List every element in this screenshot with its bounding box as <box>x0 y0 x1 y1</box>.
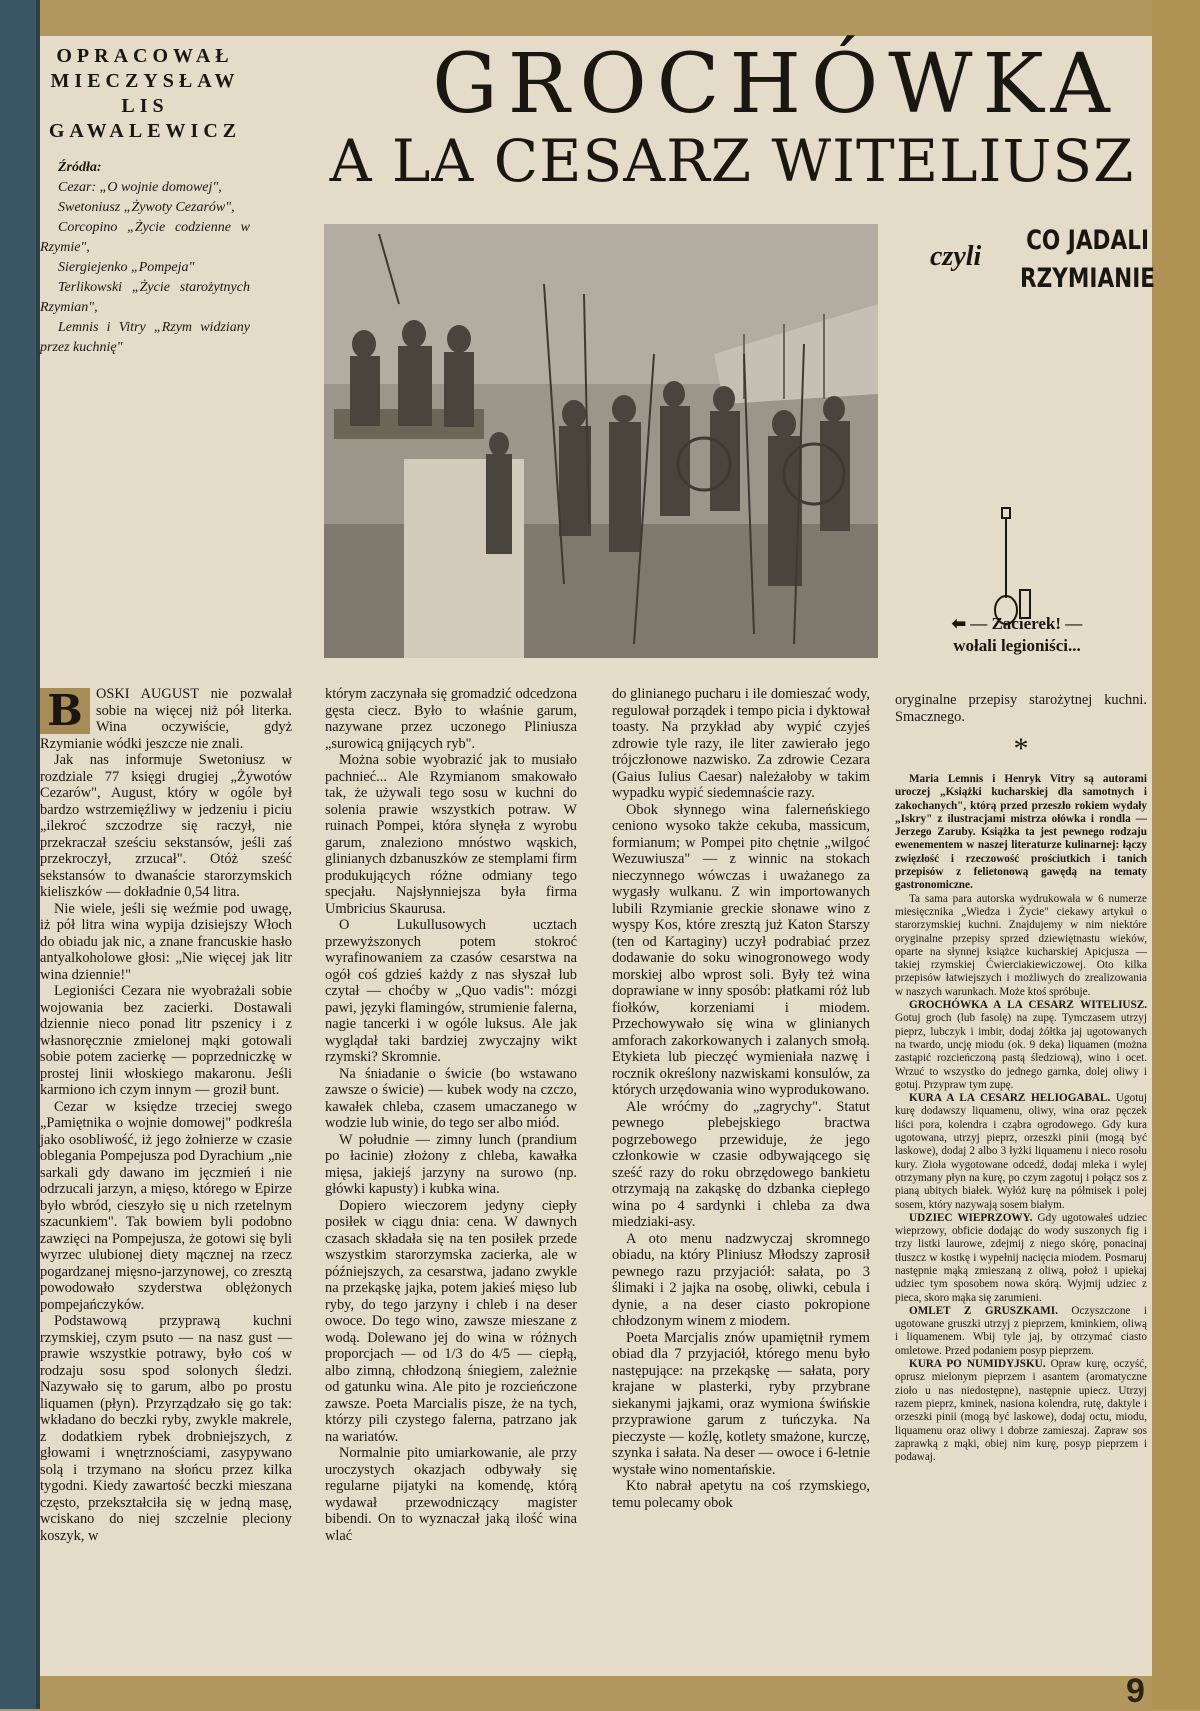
paragraph: Podstawową przyprawą kuchni rzymskiej, czym psuto — na nasz gust — prawie wszystkie potrawy, było coś w rodzaju sosu spod solonych śledzi. Nazywało się to garum, albo po prostu liquamen (płyn). Przyrządzało się go tak: wkładano do beczki ryby, zwykle makrele, z dodatkiem rybek drobniejszych, z głowami i wnętrznościami, zasypywano solą i trzymano na słońcu przez kilka tygodni. Kiedy zawartość beczki mieszana często, przekształciła się w jedną masę, wciskano do niej szczelnie pleciony koszyk, w <box>40 1313 292 1544</box>
source-item: Siergiejenko „Pompeja" <box>58 260 195 275</box>
recipe <box>895 1212 1147 1305</box>
author-credit <box>40 44 250 144</box>
illustration-caption <box>892 613 1142 657</box>
author-line-3: LIS <box>121 95 169 117</box>
page-number: 9 <box>1126 1672 1145 1710</box>
caption-line-2: wołali legioniści... <box>953 636 1081 655</box>
recipe-title: UDZIEC WIEPRZOWY. <box>909 1211 1033 1224</box>
subhead-czyli: czyli <box>930 241 982 272</box>
paragraph: Kto nabrał apetytu na coś rzymskiego, temu polecamy obok <box>612 1478 870 1511</box>
paragraph: Legioniści Cezara nie wyobrażali sobie wojowania bez zacierki. Dostawali dziennie nieco ponad litr pszenicy i z własnoręcznie zmielonej mąki gotowali sobie potem zacierkę — poprzedniczkę w prostej linii włoskiego makaronu. Jeśli karmiono ich czym innym — groził bunt. <box>40 983 292 1098</box>
recipe-title: GROCHÓWKA A LA CESARZ WITELIUSZ. <box>909 999 1147 1012</box>
article-column-1 <box>40 686 292 1544</box>
recipe <box>895 999 1147 1092</box>
paragraph: Nie wiele, jeśli się weźmie pod uwagę, iż pół litra wina wypija dzisiejszy Włoch do obiadu jak nic, a znane francuskie hasło antyalkoholowe głosi: „Nie więcej jak litr wina dziennie!" <box>40 900 292 983</box>
paragraph: A oto menu nadzwyczaj skromnego obiadu, na który Pliniusz Młodszy zaprosił pewnego razu przyjaciół: sałata, po 3 ślimaki i 2 jajka na osobę, oliwki, cebula i dynie, a na deser ciasto pokropione chłodzonym winem z miodem. <box>612 1230 870 1329</box>
arrow-left-icon: ⬅ <box>951 614 971 633</box>
recipe-title: OMLET Z GRUSZKAMI. <box>909 1304 1058 1317</box>
recipe <box>895 1305 1147 1358</box>
recipe-text: Ugotuj kurę dodawszy liquamenu, oliwy, wina oraz pęczek liści pora, kolendra i cząbra ogrodowego. Gdy kura ugotowana, utrzyj pieprz, orzeszki pinii (mogą być laskowe), dodaj 2 albo 3 łyżki liquamenu i nieco rosołu kury. Zioła wygotowane odcedź, dodaj mleka i wylej otrzymany płyn na kurę, po czym zagotuj i połącz sos z pianą ubitych białek. Wyłóż kurę na półmisek i polej sosem, który nazywają sosem białym. <box>895 1092 1147 1211</box>
paragraph: O Lukullusowych ucztach przewyższonych potem stokroć wyrafinowaniem za czasów cesarstwa na ogół coś gdzieś każdy z nas słyszał lub czytał — choćby w „Quo vadis": mózgi pawi, języki flamingów, strumienie falerna, nagie tancerki i w ogóle luksus. Ale jak wyglądał taki bardziej zwyczajny wikt rzymski? Skromnie. <box>325 917 577 1065</box>
source-item: Swetoniusz „Żywoty Cezarów", <box>58 200 235 215</box>
author-line-2: MIECZYSŁAW <box>50 70 240 92</box>
roman-legion-illustration <box>324 224 878 658</box>
recipe-title: KURA PO NUMIDYJSKU. <box>909 1358 1046 1371</box>
recipe-text: Gdy ugotowałeś udziec wieprzowy, obficie dodając do wody suszonych fig i trzy listki laurowe, zdejmij z niego skórę, ponacinaj tłuszcz w kostkę i wypełnij nacięcia miodem. Posmaruj następnie mąką zmieszaną z oliwą, położ i upiekaj udziec tym sposobem nowa skórą. Wyjmij udziec z pieca, skoro mąka się zarumieni. <box>895 1211 1148 1304</box>
paragraph: do glinianego pucharu i ile domieszać wody, regulował porządek i tempo picia i dyktował toasty. Na przykład aby wypić czyjeś zdrowie tyle razy, ile liter zawierało jego trójczłonowe nazwisko. Za zdrowie Cezara (Gaius Iulius Caesar) należałoby w takim wypadku wypić siedemnaście razy. <box>612 686 870 801</box>
subhead-line-1: CO JADALI <box>1026 225 1149 256</box>
recipe-text: Opraw kurę, oczyść, oprusz mielonym pieprzem i asantem (aromatyczne zioło u nas niedostępne), następnie upiecz. Utrzyj razem pieprz, kminek, nasiona kolendra, rutę, daktyle i orzeszki pinii (mogą być laskowe), dodaj octu, miodu, liquamenu oraz oliwy i dobrze zamieszaj. Zapraw sos zaprawką z mąki, obiej nim kurę, posyp pieprzem i podawaj. <box>895 1358 1147 1464</box>
author-line-1: OPRACOWAŁ <box>56 45 234 67</box>
sources-label: Źródła: <box>58 160 102 175</box>
paragraph: którym zaczynała się gromadzić odcedzona gęsta ciecz. Było to właśnie garum, nazywane przez uczonego Pliniusza „surowicą gnijących ryb". <box>325 686 577 752</box>
subhead-line-2: RZYMIANIE <box>1020 263 1156 294</box>
binding-strip <box>0 0 36 1709</box>
author-line-4: GAWALEWICZ <box>48 120 242 142</box>
paragraph: Na śniadanie o świcie (bo wstawano zawsze o świcie) — kubek wody na czczo, kawałek chleba, czasem umaczanego w wodzie lub winie, do tego ser albo miód. <box>325 1065 577 1131</box>
paragraph: Obok słynnego wina falerneńskiego ceniono wysoko także cekuba, massicum, formianum; w Pompei pito chętnie „wilgoć Wezuwiusza" — z winnic na stokach nieczynnego wówczas i uważanego za wygasły wulkanu. Z win importowanych lubili Rzymianie greckie słonawe wino z wyspy Kos, które zresztą już Katon Starszy (ten od Kartaginy) uczył podrabiać przez dodawanie do soku winogronowego wody morskiej albo wprost soli. Były też wina doprawiane w inny sposób: płatkami róż lub fiołków, korzeniami i miodem. Przechowywało się wina w glinianych amforach zakorkowanych i zalanych smołą. Etykieta lub pieczęć wymieniała nazwę i rocznik określony nazwiskami konsulów, za których urzędowania wino wyprodukowano. <box>612 801 870 1098</box>
article-column-4 <box>895 692 1147 1464</box>
paragraph: Można sobie wyobrazić jak to musiało pachnieć... Ale Rzymianom smakowało tak, że używali tego sosu w kuchni do solenia prawie wszystkich potraw. W ruinach Pompei, która słynęła z wyrobu garum, znaleziono mnóstwo wąskich, glinianych dzbanuszków ze stemplami firm produkujących różne odmiany tego specjału. Najsłynniejsza była firma Umbricius Skaurusa. <box>325 752 577 917</box>
paragraph: W południe — zimny lunch (prandium po łacinie) złożony z chleba, kawałka mięsa, jakiejś jarzyny na surowo (np. główki kapusty) i kubka wina. <box>325 1131 577 1197</box>
book-note: Maria Lemnis i Henryk Vitry są autorami uroczej „Książki kucharskiej dla samotnych i zakochanych", którą przed przeszło rokiem wydały „Iskry" z ilustracjami mistrza ołówka i rondla — Jerzego Zaruby. Książka ta jest pewnego rodzaju ewenementem w naszej literaturze kulinarnej: łączy zwięzłość i rzeczowość prościutkich i tanich przepisów z felietonową gawędą na tematy gastronomiczne. <box>895 773 1147 892</box>
source-item: Cezar: „O wojnie domowej", <box>58 180 222 195</box>
paragraph: oryginalne przepisy starożytnej kuchni. Smacznego. <box>895 692 1147 725</box>
recipe <box>895 1092 1147 1212</box>
drop-cap: B <box>40 688 90 734</box>
caption-text-1: — Zacierek! — <box>970 614 1083 633</box>
recipe-title: KURA A LA CESARZ HELIOGABAL. <box>909 1092 1111 1105</box>
recipe <box>895 1358 1147 1464</box>
caption-line-1 <box>892 613 1142 635</box>
headline-line-1: GROCHÓWKA <box>432 37 1120 132</box>
sources-list <box>40 158 250 358</box>
source-item: Terlikowski „Życie starożytnych Rzymian", <box>40 280 250 315</box>
paragraph: Ta sama para autorska wydrukowała w 6 numerze miesięcznika „Wiedza i Życie" ciekawy artykuł o starorzymskiej kuchni. Znajdujemy w nim niektóre oryginalne przepisy sprzed dziewiętnastu wieków, oparte na słynnej książce kucharskiej Apicjusza — takiej rzymskiej Ćwierciakiewiczowej. Oto kilka przepisów łatwiejszych i możliwych do zrealizowania w naszych warunkach. Może ktoś spróbuje. <box>895 892 1147 998</box>
source-item: Lemnis i Vitry „Rzym widziany przez kuchnię" <box>40 320 250 355</box>
article-column-2 <box>325 686 577 1544</box>
illustration-drawing <box>324 224 878 658</box>
paragraph: Poeta Marcjalis znów upamiętnił rymem obiad dla 7 przyjaciół, którego menu było następujące: na przekąskę — sałata, pory krajane w plasterki, ryby przybrane siekanymi jajkami, oraz wymiona świńskie przyprawione garum z tuńczyka. Na pieczyste — koźlę, kotlety smażone, kurczę, szynka i sałata. Na deser — owoce i 6-letnie wystałe wino nomentańskie. <box>612 1329 870 1478</box>
magazine-page <box>40 36 1156 1676</box>
paragraph: Dopiero wieczorem jedyny ciepły posiłek w ciągu dnia: cena. W dawnych czasach składała się na ten posiłek przede wszystkim starorzymska zacierka, ale w późniejszych, za cesarstwa, jadano zwykle na przekąskę jajka, potem jakieś mięso lub ryby, do tego jarzyny i chleb i na deser owoce. Do tego wino, zawsze mieszane z wodą. Dolewano jej do wina w różnych proporcjach — od 1/3 do 4/5 — ciepłą, albo zimną, chłodzoną śniegiem, zależnie od gatunku wina. Ale pito je rozcieńczone zawsze. Poeta Marcialis pisze, że na tych, którzy pili czystego falerna, patrzano jak na wariatów. <box>325 1197 577 1445</box>
asterisk-divider: * <box>1013 732 1029 765</box>
article-column-3 <box>612 686 870 1511</box>
page-edge <box>1152 0 1200 1709</box>
paragraph: Ale wróćmy do „zagrychy". Statut pewnego plebejskiego bractwa pogrzebowego przewiduje, że jego członkowie w czasie odbywającego się sześć razy do roku obrzędowego bankietu otrzymają na zakąskę do dzbanka ciepłego wina po 4 sardynki i chleba za dwa miedziaki-asy. <box>612 1098 870 1230</box>
paragraph: Jak nas informuje Swetoniusz w rozdziale 77 księgi drugiej „Żywotów Cezarów", August, który w ogóle był bardzo wstrzemięźliwy w jedzeniu i piciu „ilekroć szczodrze się raczył, nie przekraczał sześciu sekstansów, jeśli zaś przekroczył, zrzucał". Otóż sześć sekstansów to dwanaście starorzymskich kieliszków — dokładnie 0,54 litra. <box>40 752 292 900</box>
subhead-co-jadali <box>1020 222 1155 298</box>
paragraph: Normalnie pito umiarkowanie, ale przy uroczystych okazjach odbywały się regularne pijatyki na komendę, którą wydawał przewodniczący magister bibendi. On to wyznaczał jaką ilość wina wlać <box>325 1445 577 1544</box>
paragraph: OSKI AUGUST nie pozwalał sobie na więcej niż pół literka. Wina oczywiście, gdyż Rzymianie wódki jeszcze nie znali. <box>40 686 292 752</box>
source-item: Corcopino „Życie codzienne w Rzymie", <box>40 220 250 255</box>
paragraph: Cezar w księdze trzeciej swego „Pamiętnika o wojnie domowej" podkreśla jako osobliwość, iż jego żołnierze w czasie oblegania Pompejusza pod Dyrachium „nie sarkali gdy dawano im jęczmień i nie odrzucali jarzyn, a mięso, którego w Epirze było wbród, cieszyło się u nich rzetelnym szacunkiem". Tak bowiem byli podobno zawzięci na Pompejusza, że gotowi się byli wyrzec ulubionej diety mącznej na rzecz pogardzanej mięsno-jarzynowej, co zresztą powodowało szyderstwa oblężonych pompejańczyków. <box>40 1098 292 1313</box>
recipe-text: Oczyszczone i ugotowane gruszki utrzyj z pieprzem, kminkiem, oliwą i liquamenem. Wbij tyle jaj, by otrzymać ciasto omletowe. Przed podaniem posyp pieprzem. <box>895 1304 1147 1357</box>
recipe-text: Gotuj groch (lub fasolę) na zupę. Tymczasem utrzyj pieprz, lubczyk i imbir, dodaj żółtka jaj ugotowanych na twardo, uncję miodu (ok. 9 deka) liquamen (można zastąpić rozcieńczoną pastą śledziową), wino i ocet. Wrzuć to wszystko do jednego garnka, dolej oliwy i gotuj. Przypraw tym zupę. <box>895 1012 1147 1091</box>
headline-line-2: A LA CESARZ WITELIUSZ <box>329 127 1135 195</box>
